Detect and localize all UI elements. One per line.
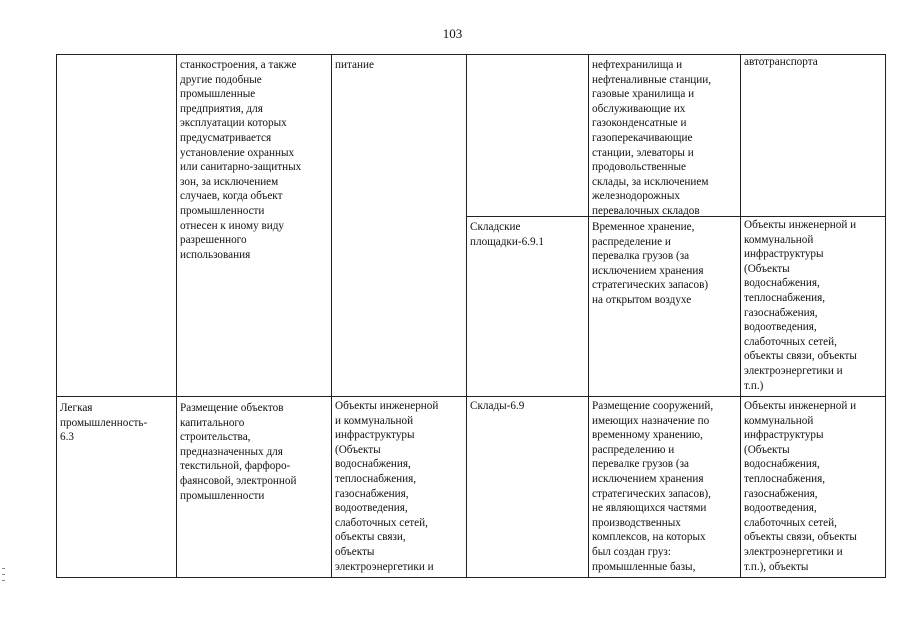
table-bottom-border	[56, 577, 886, 578]
light-industry-auxiliary-cell: Объекты инженерной и коммунальной инфраструктуры (Объекты водоснабжения, теплоснабжения, газоснабжения, водоотведения, слаботочных сетей, объекты связи, объекты электроэнергетики и	[335, 400, 439, 573]
scan-margin-mark	[2, 574, 5, 575]
storage-areas-description-cell: Временное хранение, распределение и перевалка грузов (за исключением хранения стратегических запасов) на открытом воздухе	[592, 221, 709, 306]
light-industry-description-cell: Размещение объектов капитального строительства, предназначенных для текстильной, фарфоро- фаянсовой, электронной промышленности	[180, 402, 297, 502]
column-divider-2	[331, 54, 332, 578]
storage-areas-auxiliary-cell: Объекты инженерной и коммунальной инфраструктуры (Объекты водоснабжения, теплоснабжения, газоснабжения, водоотведения, слаботочных сетей, объекты связи, объекты электроэнергетики и т.п.)	[744, 219, 857, 392]
table-left-border	[56, 54, 57, 578]
row1-related-auxiliary-cell: автотранспорта	[744, 56, 818, 68]
row-divider	[56, 396, 886, 397]
column-divider-5	[740, 54, 741, 578]
column-divider-3	[466, 54, 467, 578]
table-right-border	[885, 54, 886, 578]
light-industry-label-cell: Легкая промышленность- 6.3	[60, 402, 148, 444]
row1-auxiliary-use-cell: питание	[335, 59, 374, 71]
warehouses-auxiliary-cell: Объекты инженерной и коммунальной инфраструктуры (Объекты водоснабжения, теплоснабжения, газоснабжения, водоотведения, слаботочных сетей, объекты связи, объекты электроэнергетики и т.п.), объекты	[744, 400, 857, 573]
warehouses-description-cell: Размещение сооружений, имеющих назначение по временному хранению, распределению и перевалке грузов (за исключением хранения стратегических запасов), не являющихся частями производственных комплексов, на которых был создан груз: промышленные базы,	[592, 400, 714, 573]
row1-related-description-cell: нефтехранилища и нефтеналивные станции, газовые хранилища и обслуживающие их газоконденсатные и газоперекачивающие станции, элеваторы и продовольственные склады, за исключением железнодорожных перевалочных складов	[592, 59, 712, 217]
row1-description-cell: станкостроения, а также другие подобные промышленные предприятия, для эксплуатации которых предусматривается установление охранных или санитарно-защитных зон, за исключением случаев, когда объект промышленности отнесен к иному виду разрешенного использования	[180, 59, 302, 261]
column-divider-1	[176, 54, 177, 578]
warehouses-label-cell: Склады-6.9	[470, 400, 525, 412]
scan-margin-mark	[2, 580, 5, 581]
scan-margin-mark	[2, 568, 5, 569]
column-divider-4	[588, 54, 589, 578]
storage-areas-label-cell: Складские площадки-6.9.1	[470, 221, 544, 248]
page-number: 103	[442, 26, 463, 41]
